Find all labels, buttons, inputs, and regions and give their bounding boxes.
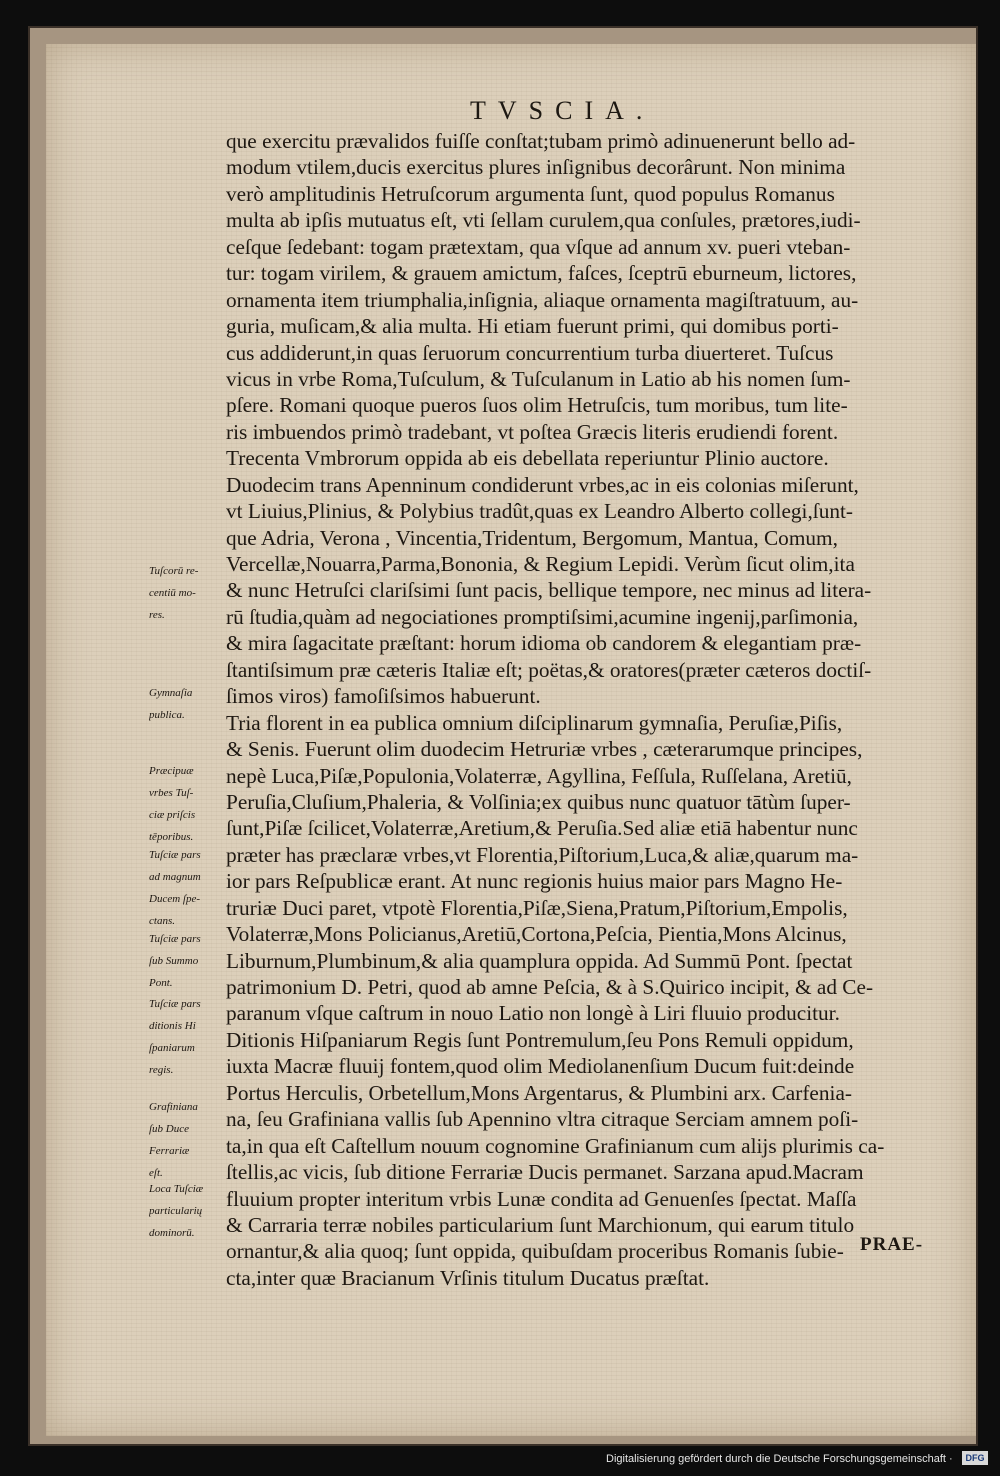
text-line: ornantur,& alia quoq; ſunt oppida, quibuſdam proceribus Romanis ſubie-	[226, 1239, 844, 1264]
text-line: ris imbuendos primò tradebant, vt poſtea Græcis literis erudiendi forent.	[226, 419, 839, 444]
text-line: Portus Herculis, Orbetellum,Mons Argentarus, & Plumbini arx. Carfenia-	[226, 1080, 852, 1105]
text-line: & Carraria terræ nobiles particularium ſunt Marchionum, qui earum titulo	[226, 1212, 855, 1237]
text-line: multa ab ipſis mutuatus eſt, vti ſellam curulem,qua conſules, prætores,iudi-	[226, 208, 861, 233]
marginal-note-line: publica.	[149, 709, 185, 721]
marginal-note-line: ſub Summo	[149, 955, 199, 967]
marginal-note-line: regis.	[149, 1064, 174, 1076]
text-line: ta,in qua eſt Caſtellum nouum cognomine Grafinianum cum alijs plurimis ca-	[226, 1133, 885, 1158]
text-line: ior pars Reſpublicæ erant. At nunc regionis huius maior pars Magno He-	[226, 869, 843, 894]
text-line: na, ſeu Grafiniana vallis ſub Apennino vltra citraque Serciam amnem poſi-	[226, 1107, 859, 1132]
marginal-note-line: tēporibus.	[149, 831, 194, 843]
marginal-note-line: Tuſciæ pars	[149, 998, 201, 1010]
marginal-note-line: eſt.	[149, 1167, 163, 1179]
text-line: iuxta Macræ fluuij fontem,quod olim Mediolanenſium Ducum fuit:deinde	[226, 1054, 855, 1079]
text-line: que exercitu prævalidos fuiſſe conſtat;tubam primò adinuenerunt bello ad-	[226, 129, 856, 153]
text-line: pſere. Romani quoque pueros ſuos olim Hetruſcis, tum moribus, tum lite-	[226, 393, 848, 418]
text-line: rū ſtudia,quàm ad negociationes promptiſsimi,acumine ingenij,parſimonia,	[226, 604, 859, 629]
marginal-note	[149, 844, 237, 932]
text-line: Volaterræ,Mons Policianus,Aretiū,Cortona,Peſcia, Pientia,Mons Alcinus,	[226, 922, 847, 947]
text-line: & mira ſagacitate præſtant: horum idioma ob candorem & elegantiam præ-	[226, 631, 862, 656]
text-line: Tria florent in ea publica omnium diſciplinarum gymnaſia, Peruſiæ,Piſis,	[226, 710, 843, 735]
text-line: nepè Luca,Piſæ,Populonia,Volaterræ, Agyllina, Feſſula, Ruſſelana, Aretiū,	[226, 763, 852, 788]
text-line: fluuium propter interitum vrbis Lunæ condita ad Genuenſes ſpectat. Maſſa	[226, 1186, 857, 1211]
text-line: ornamenta item triumphalia,inſignia, aliaque ornamenta magiſtratuum, au-	[226, 287, 859, 312]
marginal-note-line: Tuſcorū re-	[149, 565, 199, 577]
text-line: paranum vſque caſtrum in nouo Latio non longè à Liri fluuio producitur.	[226, 1001, 840, 1026]
marginal-note-line: res.	[149, 609, 165, 621]
marginal-note	[149, 993, 237, 1081]
text-line: ſtellis,ac vicis, ſub ditione Ferrariæ Ducis permanet. Sarzana apud.Macram	[226, 1160, 864, 1185]
text-line: Ditionis Hiſpaniarum Regis ſunt Pontremulum,ſeu Pons Remuli oppidum,	[226, 1027, 854, 1052]
text-line: Peruſia,Cluſium,Phaleria, & Volſinia;ex quibus nunc quatuor tātùm ſuper-	[226, 789, 851, 814]
marginal-note-line: Ferrariæ	[149, 1145, 190, 1157]
marginal-note-line: ciæ priſcis	[149, 809, 196, 821]
marginal-note	[149, 560, 237, 626]
marginal-note	[149, 928, 237, 994]
text-line: Trecenta Vmbrorum oppida ab eis debellata reperiuntur Plinio auctore.	[226, 446, 829, 471]
marginal-note-line: Præcipuæ	[149, 765, 194, 777]
text-line: que Adria, Verona , Vincentia,Tridentum, Bergomum, Mantua, Comum,	[226, 525, 838, 550]
text-line: tur: togam virilem, & grauem amictum, faſces, ſceptrū eburneum, lictores,	[226, 261, 857, 286]
marginal-note-line: ctans.	[149, 915, 175, 927]
marginal-note-line: Grafiniana	[149, 1101, 198, 1113]
catchword: PRAE-	[860, 1234, 924, 1255]
text-line: ſimos viros) famoſiſsimos habuerunt.	[226, 684, 541, 709]
text-line: truriæ Duci paret, vtpotè Florentia,Piſæ,Siena,Pratum,Piſtorium,Empolis,	[226, 895, 848, 920]
marginal-note-line: ſpaniarum	[149, 1042, 195, 1054]
marginal-note-line: vrbes Tuſ-	[149, 787, 194, 799]
marginal-note-line: dominorū.	[149, 1227, 195, 1239]
text-line: Duodecim trans Apenninum condiderunt vrbes,ac in eis colonias miſerunt,	[226, 472, 859, 497]
text-line: modum vtilem,ducis exercitus plures inſignibus decorârunt. Non minima	[226, 155, 846, 180]
text-line: Liburnum,Plumbinum,& alia quamplura oppida. Ad Summū Pont. ſpectat	[226, 948, 853, 973]
text-line: ceſque ſedebant: togam prætextam, qua vſque ad annum xv. pueri vteban-	[226, 234, 851, 259]
marginal-note-line: Ducem ſpe-	[149, 893, 201, 905]
marginal-note-line: Gymnaſia	[149, 687, 193, 699]
text-line: præter has præclaræ vrbes,vt Florentia,Piſtorium,Luca,& aliæ,quarum ma-	[226, 842, 859, 867]
marginal-note	[149, 760, 237, 848]
marginal-note	[149, 682, 237, 726]
text-line: cus addiderunt,in quas ſeruorum concurrentium turba diuerteret. Tuſcus	[226, 340, 834, 365]
text-line: cta,inter quæ Bracianum Vrſinis titulum Ducatus præſtat.	[226, 1265, 710, 1290]
marginal-note-line: ditionis Hi	[149, 1020, 196, 1032]
digitization-credit: Digitalisierung gefördert durch die Deutsche Forschungsgemeinschaft ·	[606, 1453, 953, 1465]
marginal-note-line: ad magnum	[149, 871, 201, 883]
main-text-block	[226, 128, 966, 1291]
marginal-note-line: Tuſciæ pars	[149, 933, 201, 945]
text-line: vt Liuius,Plinius, & Polybius tradût,quas ex Leandro Alberto collegi,ſunt-	[226, 499, 854, 524]
text-line: ſtantiſsimum præ cæteris Italiæ eſt; poëtas,& oratores(præter cæteros doctiſ-	[226, 657, 872, 682]
text-line: patrimonium D. Petri, quod ab amne Peſcia, & à S.Quirico incipit, & ad Ce-	[226, 975, 874, 999]
running-head-title: TVSCIA.	[470, 96, 655, 125]
text-line: guria, muſicam,& alia multa. Hi etiam fuerunt primi, qui domibus porti-	[226, 314, 839, 339]
marginal-note	[149, 1096, 237, 1184]
text-line: ſunt,Piſæ ſcilicet,Volaterræ,Aretium,& Peruſia.Sed aliæ etiā habentur nunc	[226, 816, 858, 841]
text-line: vicus in vrbe Roma,Tuſculum, & Tuſculanum in Latio ab his nomen ſum-	[226, 366, 851, 391]
marginal-note-line: centiū mo-	[149, 587, 196, 599]
dfg-logo: DFG	[962, 1451, 988, 1465]
marginal-note-line: Pont.	[149, 977, 173, 989]
text-line: verò amplitudinis Hetruſcorum argumenta ſunt, quod populus Romanus	[226, 181, 835, 206]
marginal-note-line: ſub Duce	[149, 1123, 190, 1135]
text-line: Vercellæ,Nouarra,Parma,Bononia, & Regium Lepidi. Verùm ſicut olim,ita	[226, 552, 855, 576]
text-line: & nunc Hetruſci clariſsimi ſunt pacis, bellique tempore, nec minus ad litera-	[226, 578, 872, 603]
marginal-note-line: particularių	[149, 1205, 203, 1217]
text-line: & Senis. Fuerunt olim duodecim Hetruriæ vrbes , cæterarumque principes,	[226, 737, 863, 762]
marginal-note	[149, 1178, 237, 1244]
marginal-note-line: Loca Tuſciæ	[149, 1183, 204, 1195]
marginal-note-line: Tuſciæ pars	[149, 849, 201, 861]
